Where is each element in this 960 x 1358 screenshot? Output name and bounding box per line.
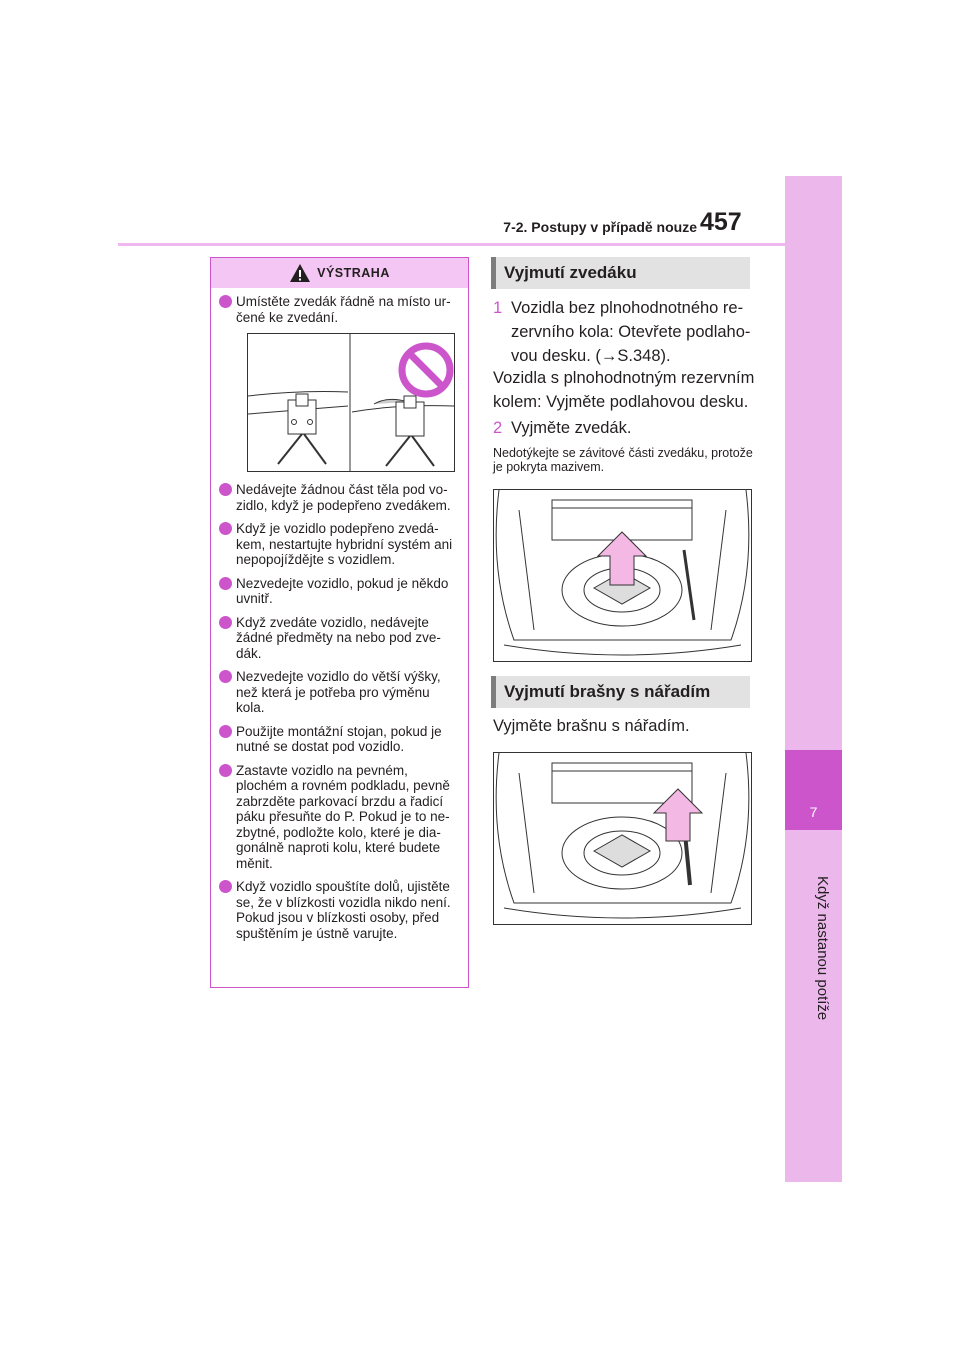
jack-placement-figure xyxy=(247,333,455,472)
warning-body xyxy=(211,288,468,941)
trunk-jack-illustration xyxy=(494,490,751,661)
warning-item: Umístěte zvedák řádně na místo ur-čené ke zvedání. xyxy=(219,294,460,325)
bullet-icon xyxy=(219,616,232,629)
page-number: 457 xyxy=(700,208,742,236)
warning-title: VÝSTRAHA xyxy=(317,266,390,280)
chapter-side-tab xyxy=(785,176,842,1182)
warning-item: Nezvedejte vozidlo, pokud je někdo uvnitř. xyxy=(219,576,460,607)
chapter-title: Když nastanou potíže xyxy=(814,876,831,1021)
bullet-icon xyxy=(219,483,232,496)
bullet-icon xyxy=(219,522,232,535)
bullet-icon xyxy=(219,295,232,308)
step-2: 2 Vyjměte zvedák. xyxy=(493,416,758,440)
header-section-title: 7-2. Postupy v případě nouze xyxy=(503,219,697,235)
warning-triangle-icon xyxy=(289,263,311,283)
trunk-tool-bag-illustration xyxy=(494,753,751,924)
section-heading-tool-bag: Vyjmutí brašny s nářadím xyxy=(491,676,750,708)
alt-instruction: Vozidla s plnohodnotným rezervním kolem: Vyjměte podlahovou desku. xyxy=(493,369,755,411)
bullet-icon xyxy=(219,764,232,777)
warning-item: Když je vozidlo podepřeno zvedá-kem, nestartujte hybridní systém ani nepopojíždějte s vozidlem. xyxy=(219,521,460,568)
warning-item: Když vozidlo spouštíte dolů, ujistěte se, že v blízkosti vozidla nikdo není. Pokud jsou v blízkosti osoby, před spuštěním je ústně varujte. xyxy=(219,879,460,941)
section-heading-jack: Vyjmutí zvedáku xyxy=(491,257,750,289)
jack-placement-illustration xyxy=(248,334,454,471)
bullet-icon xyxy=(219,577,232,590)
warning-header xyxy=(211,258,468,288)
warning-item: Nezvedejte vozidlo do větší výšky, než která je potřeba pro výměnu kola. xyxy=(219,669,460,716)
warning-item: Použijte montážní stojan, pokud je nutné se dostat pod vozidlo. xyxy=(219,724,460,755)
tool-bag-instruction: Vyjměte brašnu s nářadím. xyxy=(493,717,690,735)
step-1-number: 1 xyxy=(493,299,503,317)
grease-note: Nedotýkejte se závitové části zvedáku, protože je pokryta mazivem. xyxy=(493,446,753,474)
warning-item: Když zvedáte vozidlo, nedávejte žádné předměty na nebo pod zve-dák. xyxy=(219,615,460,662)
trunk-jack-figure xyxy=(493,489,752,662)
bullet-icon xyxy=(219,880,232,893)
warning-box xyxy=(210,257,469,988)
trunk-tool-bag-figure xyxy=(493,752,752,925)
header-divider xyxy=(118,243,785,246)
warning-item: Zastavte vozidlo na pevném, plochém a rovném podkladu, pevně zabrzděte parkovací brzdu a řadicí páku přesuňte do P. Pokud je to ne-zbytné, podložte kolo, které je dia-gonálně naproti kolu, které budete měnit. xyxy=(219,763,460,872)
step-2-number: 2 xyxy=(493,419,503,437)
bullet-icon xyxy=(219,670,232,683)
chapter-number: 7 xyxy=(809,804,818,820)
warning-item: Nedávejte žádnou část těla pod vo-zidlo, když je podepřeno zvedákem. xyxy=(219,482,460,513)
bullet-icon xyxy=(219,725,232,738)
step-1: 1 Vozidla bez plnohodnotného re- zervního kola: Otevřete podlaho- vou desku. (→S.348). xyxy=(493,296,758,368)
